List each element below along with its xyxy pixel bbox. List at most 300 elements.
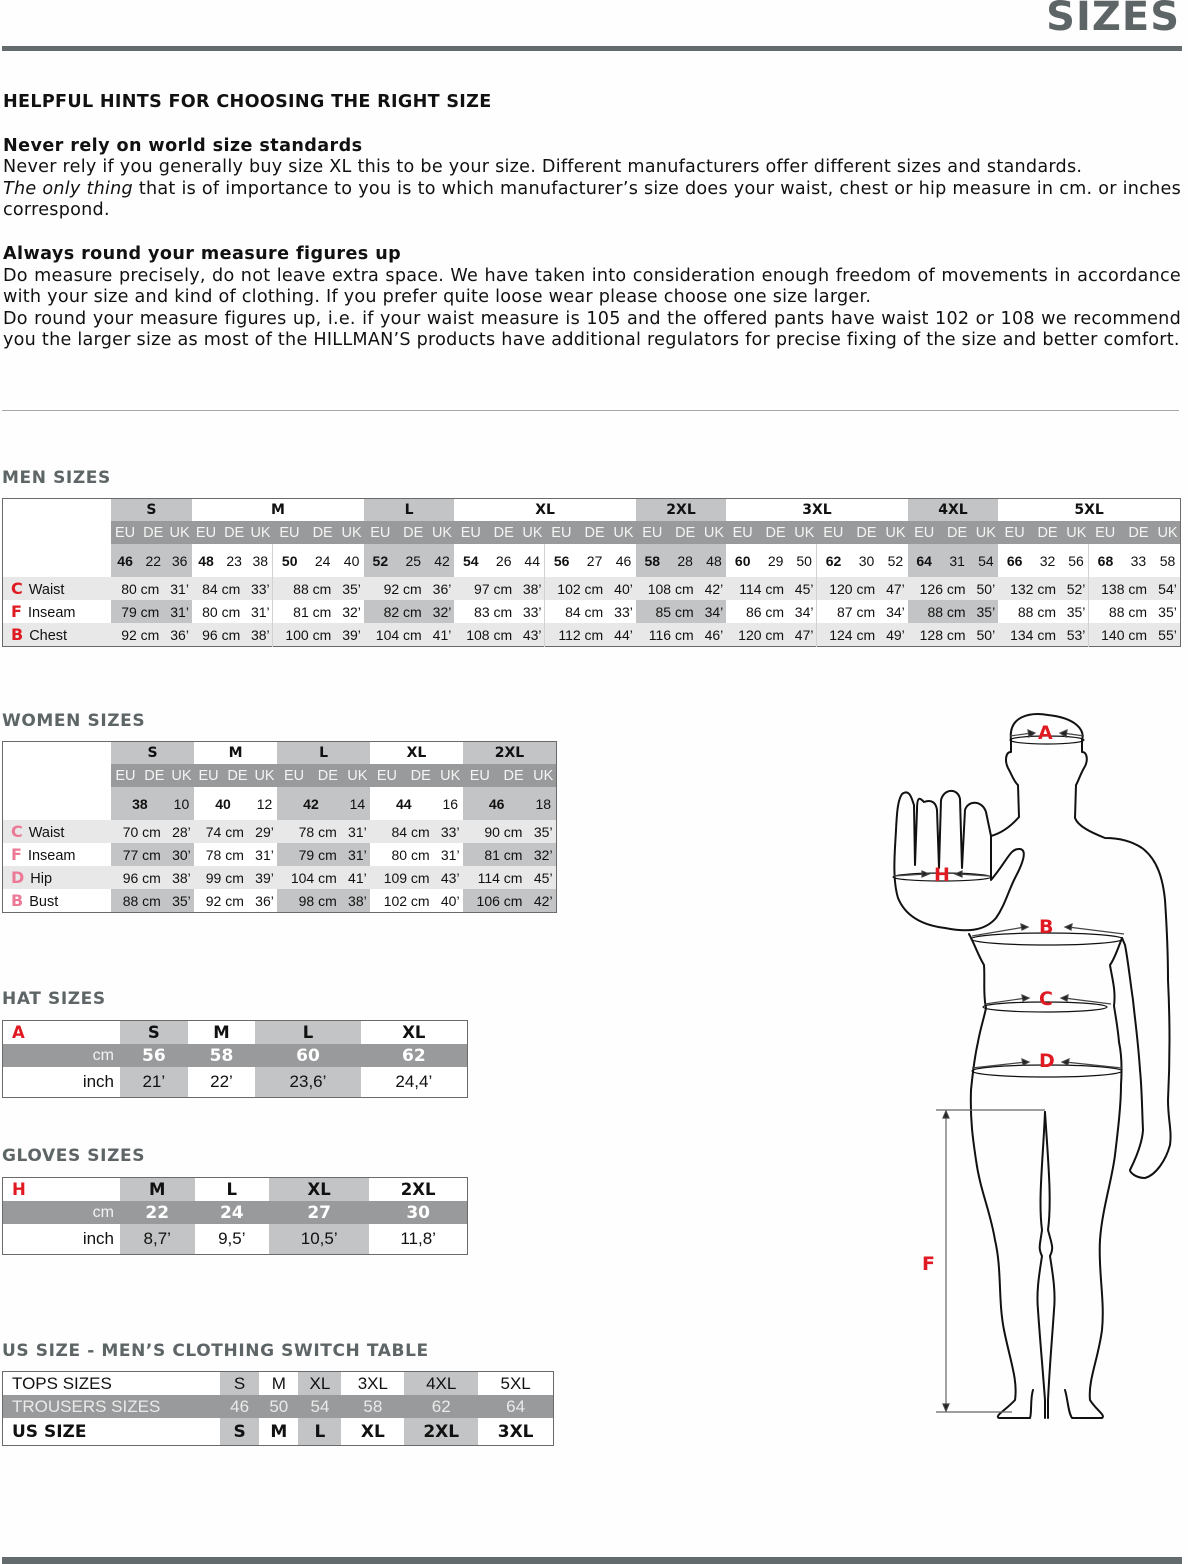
measure-inch: 31’ [345,843,370,866]
measure-inch: 53’ [1064,623,1089,647]
size-code [454,544,487,577]
measure-cm: 98 cm [277,889,345,913]
us-size: XL [360,1421,385,1442]
size-header: 2XL [636,499,726,522]
hint-title: Always round your measure figures up [3,243,402,264]
region-header: UK [1064,521,1089,544]
size-code [463,787,531,820]
size-code [370,787,438,820]
measure-inch: 34’ [886,603,905,620]
measure-cm: 78 cm [277,820,345,843]
women-size-table [2,741,557,913]
size-code [636,544,669,577]
measure-cm: 88 cm [908,600,974,623]
cm-value: 24 [195,1201,270,1224]
size-header: M [120,1178,195,1202]
measure-inch: 47’ [792,623,817,647]
unit-label: inch [82,1072,114,1091]
measure-inch: 40’ [611,577,636,600]
hint-title: Never rely on world size standards [3,135,363,156]
eu-size: 64 [916,552,932,569]
measure-label [3,866,112,889]
measure-row [3,577,1181,600]
size-code [702,544,727,577]
size-code [611,544,636,577]
region-header: DE [139,521,167,544]
measure-inch: 29’ [252,820,277,843]
measure-inch: 33’ [522,603,542,620]
measure-inch: 31’ [167,577,192,600]
size-code [220,544,248,577]
measure-inch: 41’ [345,866,370,889]
measure-inch: 34’ [794,603,814,620]
uk-size: 10 [169,787,194,820]
measure-cm: 102 cm [383,892,430,909]
measure-cm: 90 cm [463,820,531,843]
inch-value: 24,4’ [395,1072,433,1091]
eu-size: 40 [215,795,231,812]
measure-row [3,623,1181,647]
region-header: DE [220,521,248,544]
us-size: 3XL [497,1421,534,1442]
eu-size: 44 [396,795,412,812]
region-header: UK [167,521,192,544]
measure-inch: 34’ [702,600,727,623]
us-switch-table [2,1371,554,1446]
eu-size: 52 [372,552,389,569]
region-header: DE [1122,521,1155,544]
inch-value: 8,7’ [120,1224,195,1255]
measure-inch: 42’ [530,889,556,913]
uk-size: 16 [442,795,459,812]
measure-cm: 82 cm [364,600,430,623]
measure-cm: 80 cm [391,846,430,863]
region-header: UK [248,521,273,544]
measure-inch: 39’ [339,623,364,647]
hint-line: that is of importance to you is to which manufacturer’s size does your waist, chest or hip measure in cm. or inches correspond. [3,178,1181,221]
measure-inch: 31’ [440,846,460,863]
region-header: UK [974,521,999,544]
corner-cell [3,742,112,821]
measure-cm: 106 cm [463,889,531,913]
gloves-size-table [2,1177,468,1255]
measure-row [3,889,557,913]
eu-size: 56 [553,552,570,569]
size-header: M [213,1023,230,1042]
measure-cm: 74 cm [194,820,252,843]
us-size-title: US SIZE - MEN’S CLOTHING SWITCH TABLE [2,1341,429,1361]
cm-value: 30 [369,1201,467,1224]
size-header: S [111,742,194,765]
region-header: DE [497,764,531,787]
measure-cm: 92 cm [205,892,244,909]
us-size-row [3,1418,554,1446]
measure-cm: 88 cm [1017,603,1056,620]
region-header: EU [998,521,1031,544]
measure-cm: 79 cm [277,843,345,866]
measure-cm: 88 cm [1089,600,1155,623]
size-code-value: 23 [226,552,242,569]
measure-letter: B [11,891,24,910]
measure-row [3,843,557,866]
trousers-size: 50 [259,1395,298,1418]
measure-inch: 38’ [520,577,545,600]
region-header: DE [311,764,345,787]
size-header: 2XL [400,1180,436,1199]
hint-text [3,157,1181,222]
measure-inch: 50’ [974,577,999,600]
measure-inch: 46’ [702,623,727,647]
region-header-row [3,521,1181,544]
measure-name: Inseam [27,848,76,864]
measure-cm: 100 cm [273,623,339,647]
measure-label [3,843,112,866]
measure-inch: 42’ [702,577,727,600]
inch-value: 22’ [210,1072,233,1091]
hint-line: Never rely if you generally buy size XL this to be your size. Different manufacturers offer different sizes and standards. [3,157,1083,178]
measure-name: Waist [28,825,65,841]
measure-cm: 83 cm [474,603,513,620]
cm-value: 58 [188,1044,256,1067]
region-header: EU [277,764,311,787]
cm-row [3,1201,468,1224]
tops-size: S [220,1372,259,1396]
region-header: EU [908,521,941,544]
measure-inch: 31’ [167,600,192,623]
measure-letter: D [11,868,25,887]
trousers-size: 58 [341,1395,404,1418]
size-code [339,544,364,577]
size-header: S [120,1021,188,1045]
gloves-sizes-title: GLOVES SIZES [2,1146,146,1166]
measure-cm: 102 cm [545,577,611,600]
measure-cm: 104 cm [364,623,430,647]
measure-label [3,889,112,913]
size-code-value: 54 [978,552,994,569]
footer-divider [2,1557,1182,1564]
measure-cm: 108 cm [636,577,702,600]
measure-letter: C [11,579,23,598]
measure-cm: 97 cm [454,577,520,600]
measure-inch: 35’ [339,577,364,600]
measure-label [3,820,112,843]
size-code [1064,544,1089,577]
measure-cm: 138 cm [1089,577,1155,600]
measure-cm: 114 cm [463,866,531,889]
hat-size-table [2,1020,468,1098]
inch-value: 10,5’ [269,1224,369,1255]
measure-label [3,577,112,600]
tops-size: 4XL [404,1372,478,1396]
region-header: UK [792,521,817,544]
tops-size: 3XL [357,1373,388,1393]
eu-size: 46 [488,795,505,812]
region-header: DE [397,521,430,544]
hints-section [3,92,1181,374]
eu-size: 62 [825,552,842,569]
size-header: XL [406,745,427,761]
region-header: DE [941,521,974,544]
measure-inch: 35’ [1158,603,1177,620]
measure-inch: 33’ [438,820,463,843]
section-divider [2,410,1179,411]
measure-inch: 31’ [345,820,370,843]
size-code-value: 26 [495,552,512,569]
unit-label: cm [3,1201,121,1224]
hint-emphasis: The only thing [3,178,133,199]
size-code-value: 31 [949,552,965,569]
cm-value: 62 [361,1044,468,1067]
size-header-row [3,499,1181,522]
hint-block-world-standards [3,136,1181,222]
uk-size: 12 [256,795,273,812]
region-header: DE [578,521,611,544]
measure-letter: H [12,1180,26,1199]
region-header: EU [370,764,404,787]
size-code [998,544,1031,577]
measure-cm: 112 cm [545,623,611,647]
measure-inch: 35’ [530,820,556,843]
measure-letter: A [12,1023,25,1042]
region-header: EU [817,521,850,544]
hint-block-round-up [3,244,1181,352]
region-header: EU [726,521,759,544]
region-header: EU [463,764,497,787]
size-header: L [277,742,370,765]
region-header: DE [223,764,252,787]
header-divider [2,46,1182,51]
region-header: EU [545,521,578,544]
size-code-value: 32 [1039,552,1056,569]
region-header: EU [111,764,140,787]
measure-cm: 78 cm [205,846,244,863]
trousers-row [3,1395,554,1418]
eu-size: 42 [303,795,319,812]
measure-inch: 38’ [248,623,273,647]
unit-label: cm [3,1044,121,1067]
size-header: XL [402,1023,426,1042]
region-header: DE [1031,521,1064,544]
size-header: S [111,499,192,522]
measure-cm: 108 cm [454,623,520,647]
region-header: DE [850,521,883,544]
size-header: 3XL [802,502,832,518]
hint-text: Do round your measure figures up, i.e. if your waist measure is 105 and the offered pants have waist 102 or 108 we recommend you the larger size as most of the HILLMAN’S products have additional regulators for precise fixing of the size and better comfort. [3,308,1181,351]
region-header: EU [194,764,223,787]
region-header: EU [364,521,397,544]
measure-cm: 124 cm [817,623,883,647]
size-code [306,544,339,577]
inch-row [3,1224,468,1255]
cm-value: 56 [120,1044,188,1067]
measure-inch: 31’ [255,846,274,863]
cm-value: 27 [269,1201,369,1224]
measure-inch: 45’ [530,866,556,889]
hand-measure-label: H [934,864,950,886]
hat-sizes-title: HAT SIZES [2,989,106,1009]
region-header: EU [111,521,139,544]
size-code [397,544,430,577]
row-label: US SIZE [12,1421,87,1442]
cm-value: 60 [255,1044,360,1067]
measure-inch: 44’ [611,623,636,647]
us-size: 2XL [404,1418,478,1446]
measure-cm: 120 cm [726,623,792,647]
region-header: EU [192,521,220,544]
region-header: DE [759,521,792,544]
size-code-value: 27 [586,552,603,569]
size-code-value: 22 [145,552,162,569]
region-header: DE [306,521,339,544]
measure-inch: 33’ [248,577,273,600]
size-code [1089,544,1122,577]
measure-letter: F [11,845,22,864]
measure-inch: 30’ [169,843,194,866]
us-size: L [298,1418,341,1446]
size-code-value: 50 [796,552,812,569]
inch-value: 23,6’ [255,1067,360,1098]
measure-cm: 80 cm [202,603,241,620]
size-code-value: 38 [252,552,269,569]
size-header-row [3,1178,468,1202]
measure-cm: 134 cm [998,623,1064,647]
measure-cm: 104 cm [277,866,345,889]
measure-inch: 50’ [974,623,999,647]
region-header: UK [169,764,194,787]
measure-cm: 80 cm [111,577,167,600]
tops-size: 5XL [500,1373,531,1393]
measure-cm: 132 cm [998,577,1064,600]
region-header: DE [404,764,438,787]
measure-cm: 120 cm [817,577,883,600]
region-header: EU [454,521,487,544]
size-code [277,787,345,820]
measure-inch: 36’ [255,892,274,909]
size-code [1155,544,1180,577]
measure-cm: 81 cm [463,843,531,866]
size-code [194,787,252,820]
measure-inch: 32’ [430,600,455,623]
size-code-value: 46 [615,552,632,569]
measure-cm: 92 cm [364,577,430,600]
measure-cm: 128 cm [908,623,974,647]
size-code-value: 40 [343,552,360,569]
size-code [111,544,139,577]
inch-value: 21’ [120,1067,188,1098]
measure-cm: 84 cm [545,600,611,623]
measure-letter: B [11,625,24,644]
size-header: L [255,1021,360,1045]
size-code [578,544,611,577]
measure-row [3,866,557,889]
trousers-size: 46 [220,1395,259,1418]
head-measure-label: A [1038,722,1053,744]
eu-size: 50 [281,552,298,569]
size-code [111,787,169,820]
chest-measure-label: B [1039,916,1054,938]
size-header: 4XL [908,499,998,522]
size-code-value: 44 [524,552,540,569]
size-header: L [364,499,454,522]
measure-cm: 84 cm [370,820,438,843]
size-code [248,544,273,577]
size-code-value: 28 [677,552,693,569]
inch-row [3,1067,468,1098]
measure-inch: 33’ [614,603,633,620]
region-header: UK [520,521,545,544]
measure-name: Bust [29,894,59,910]
eu-size: 48 [198,552,214,569]
size-code [139,544,167,577]
region-header: DE [487,521,520,544]
size-code [430,544,455,577]
size-code [364,544,397,577]
size-code [520,544,545,577]
size-header: XL [269,1178,369,1202]
measure-inch: 32’ [342,603,361,620]
size-code-value: 42 [434,552,450,569]
size-code [669,544,702,577]
trousers-size: 54 [298,1395,341,1418]
region-header: UK [530,764,556,787]
size-code [817,544,850,577]
size-code [487,544,520,577]
trousers-size: 62 [404,1395,478,1418]
region-header: EU [636,521,669,544]
region-header: UK [1155,521,1180,544]
region-header: UK [345,764,370,787]
tops-size: M [271,1373,286,1393]
corner-cell [3,499,112,578]
size-code-row [3,544,1181,577]
measure-inch: 40’ [440,892,460,909]
eu-size: 68 [1097,552,1114,569]
measure-inch: 36’ [430,577,455,600]
uk-size: 18 [530,787,556,820]
measure-cm: 85 cm [636,600,702,623]
measure-inch: 55’ [1155,623,1180,647]
inch-value: 11,8’ [400,1229,436,1248]
inch-value: 9,5’ [218,1229,246,1248]
measure-cm: 77 cm [111,843,169,866]
measure-cm: 116 cm [636,623,702,647]
size-header: 2XL [463,742,557,765]
measure-cm: 87 cm [817,600,883,623]
measure-letter: F [11,602,22,621]
measure-cm: 88 cm [111,889,169,913]
measure-cm: 126 cm [908,577,974,600]
size-header: XL [535,502,555,518]
tops-row [3,1372,554,1396]
measure-cm: 79 cm [111,600,167,623]
measure-cm: 99 cm [194,866,252,889]
hints-heading: HELPFUL HINTS FOR CHOOSING THE RIGHT SIZE [3,92,492,112]
eu-size: 60 [734,552,751,569]
size-code-value: 58 [1159,552,1176,569]
size-header: L [226,1180,238,1199]
measure-inch: 35’ [169,889,194,913]
region-header: DE [669,521,702,544]
row-label: TOPS SIZES [12,1373,112,1393]
size-code [883,544,908,577]
region-header: UK [252,764,277,787]
body-measurement-figure [880,700,1180,1460]
measure-inch: 38’ [169,866,194,889]
measure-inch: 52’ [1064,577,1089,600]
measure-row [3,820,557,843]
size-code [792,544,817,577]
inseam-measure-label: F [922,1253,935,1275]
